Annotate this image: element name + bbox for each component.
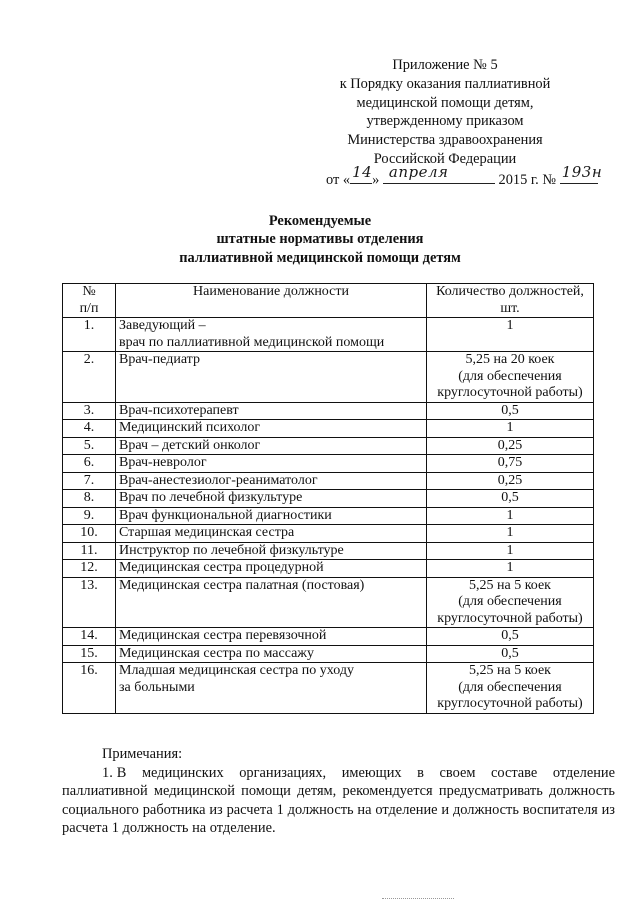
position-name-line: за больными (119, 679, 195, 695)
table-row (63, 507, 594, 525)
quantity-line: 1 (506, 318, 514, 333)
quantity-line: (для обеспечения (458, 679, 562, 695)
position-name (116, 472, 427, 490)
position-quantity (427, 352, 594, 403)
table-row (63, 560, 594, 578)
position-quantity (427, 628, 594, 646)
quantity-line: 0,25 (497, 472, 523, 488)
position-name-line: Инструктор по лечебной физкультуре (119, 542, 344, 558)
day-blank (350, 162, 373, 184)
page-bottom-dotted-line (382, 898, 454, 899)
quantity-line: 1 (506, 525, 514, 540)
notes-heading: Примечания: (102, 746, 183, 762)
position-quantity (427, 318, 594, 352)
position-name (116, 455, 427, 473)
table-row (63, 402, 594, 420)
position-name-line: врач по паллиативной медицинской помощи (119, 334, 385, 350)
row-number: 1. (63, 318, 116, 352)
position-quantity (427, 490, 594, 508)
row-number: 4. (63, 420, 116, 438)
quantity-line: 0,5 (501, 645, 519, 661)
position-name-line: Медицинская сестра по массажу (119, 645, 314, 661)
table-row (63, 542, 594, 560)
row-number: 9. (63, 507, 116, 525)
table-header-row (63, 284, 594, 318)
table-row (63, 628, 594, 646)
position-name (116, 577, 427, 628)
position-quantity (427, 525, 594, 543)
date-quote: » (372, 171, 380, 188)
number-blank (560, 162, 603, 184)
position-quantity (427, 507, 594, 525)
row-number: 16. (63, 663, 116, 714)
quantity-line: 0,25 (497, 437, 523, 453)
position-name (116, 318, 427, 352)
header-position-name: Наименование должности (116, 284, 427, 318)
appendix-line: утвержденному приказом (366, 113, 524, 130)
table-row (63, 577, 594, 628)
header-number: № п/п (63, 284, 116, 318)
position-name (116, 663, 427, 714)
row-number: 6. (63, 455, 116, 473)
quantity-line: круглосуточной работы) (437, 696, 583, 711)
date-prefix: от « (326, 171, 351, 188)
table-row (63, 663, 594, 714)
position-name-line: Врач-анестезиолог-реаниматолог (119, 472, 318, 488)
row-number: 8. (63, 490, 116, 508)
table-row (63, 645, 594, 663)
quantity-line: 5,25 на 5 коек (469, 577, 551, 593)
quantity-line: круглосуточной работы) (437, 610, 583, 626)
position-name-line: Старшая медицинская сестра (119, 525, 295, 540)
row-number: 15. (63, 645, 116, 663)
table-row (63, 437, 594, 455)
quantity-line: 0,5 (501, 402, 519, 418)
appendix-line: медицинской помощи детям, (356, 94, 534, 111)
table-row (63, 352, 594, 403)
position-quantity (427, 437, 594, 455)
position-name-line: Врач-педиатр (119, 352, 200, 367)
position-name (116, 628, 427, 646)
row-number: 11. (63, 542, 116, 560)
document-title (0, 212, 640, 267)
appendix-line: Министерства здравоохранения (347, 132, 543, 149)
position-name-line: Врач – детский онколог (119, 437, 261, 453)
appendix-number: Приложение № 5 (392, 57, 498, 73)
note-item (62, 764, 615, 838)
row-number: 3. (63, 402, 116, 420)
handwritten-number: 193н (561, 162, 603, 181)
quantity-line: 1 (506, 507, 514, 523)
position-name-line: Младшая медицинская сестра по уходу (119, 663, 354, 678)
position-name (116, 437, 427, 455)
row-number: 14. (63, 628, 116, 646)
note-text: В медицинских организациях, имеющих в своем составе отделение паллиативной медицинской помощи детям, рекомендуется предусматривать должность социального работника из расчета 1 должность на отделение и должность воспитателя из расчета 1 должность на отделение. (62, 764, 615, 837)
position-name-line: Врач-невролог (119, 455, 207, 470)
position-quantity (427, 455, 594, 473)
quantity-line: 0,5 (501, 628, 519, 643)
row-number: 5. (63, 437, 116, 455)
row-number: 10. (63, 525, 116, 543)
position-name (116, 490, 427, 508)
table-row (63, 472, 594, 490)
position-quantity (427, 542, 594, 560)
position-name-line: Медицинская сестра перевязочной (119, 628, 327, 643)
position-name (116, 542, 427, 560)
quantity-line: 1 (506, 542, 514, 558)
title-line: паллиативной медицинской помощи детям (179, 249, 461, 266)
position-name-line: Медицинская сестра палатная (постовая) (119, 577, 365, 593)
table-row (63, 525, 594, 543)
position-name (116, 402, 427, 420)
position-name-line: Медицинская сестра процедурной (119, 560, 324, 575)
position-name (116, 560, 427, 578)
title-line: штатные нормативы отделения (216, 231, 424, 248)
position-name (116, 420, 427, 438)
position-quantity (427, 402, 594, 420)
row-number: 13. (63, 577, 116, 628)
position-name (116, 352, 427, 403)
order-date-line (300, 162, 603, 190)
position-name-line: Врач-психотерапевт (119, 402, 239, 418)
note-number: 1. (102, 764, 113, 781)
appendix-header (300, 56, 603, 190)
month-blank (383, 162, 495, 184)
notes-section (62, 745, 615, 838)
position-name (116, 645, 427, 663)
position-quantity (427, 577, 594, 628)
position-name-line: Врач по лечебной физкультуре (119, 490, 303, 505)
appendix-line: к Порядку оказания паллиативной (339, 75, 551, 92)
table-row (63, 318, 594, 352)
quantity-line: (для обеспечения (458, 594, 562, 609)
position-quantity (427, 420, 594, 438)
quantity-line: 1 (506, 420, 514, 435)
quantity-line: 5,25 на 5 коек (469, 663, 551, 678)
table-row (63, 455, 594, 473)
header-quantity: Количество должностей, шт. (427, 284, 594, 318)
position-name-line: Врач функциональной диагностики (119, 507, 332, 523)
row-number: 2. (63, 352, 116, 403)
position-name-line: Медицинский психолог (119, 420, 261, 435)
position-quantity (427, 645, 594, 663)
position-quantity (427, 663, 594, 714)
quantity-line: 5,25 на 20 коек (465, 352, 555, 367)
quantity-line: (для обеспечения (458, 368, 562, 384)
position-quantity (427, 472, 594, 490)
row-number: 12. (63, 560, 116, 578)
quantity-line: круглосуточной работы) (437, 385, 583, 400)
position-quantity (427, 560, 594, 578)
position-name (116, 507, 427, 525)
year-number-label: 2015 г. № (498, 171, 557, 188)
appendix-line: Российской Федерации (373, 150, 517, 167)
quantity-line: 1 (506, 560, 514, 575)
position-name (116, 525, 427, 543)
table-row (63, 420, 594, 438)
quantity-line: 0,5 (501, 490, 519, 505)
quantity-line: 0,75 (497, 455, 523, 470)
handwritten-day: 14 (352, 162, 373, 181)
title-line: Рекомендуемые (268, 213, 372, 229)
position-name-line: Заведующий – (119, 318, 206, 333)
staffing-table (62, 283, 594, 714)
table-row (63, 490, 594, 508)
row-number: 7. (63, 472, 116, 490)
handwritten-month: апреля (388, 162, 449, 181)
